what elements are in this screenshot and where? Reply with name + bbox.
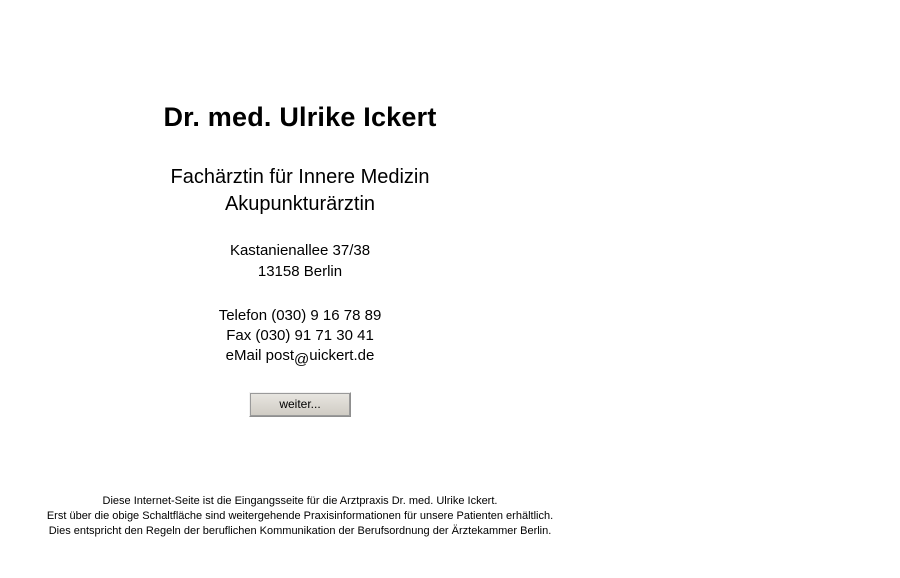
practice-card	[0, 0, 600, 417]
specialty-block	[0, 164, 600, 218]
address-city: 13158 Berlin	[257, 263, 343, 280]
email-line	[0, 346, 600, 366]
fax-line: Fax (030) 91 71 30 41	[226, 327, 374, 344]
footer-note	[0, 494, 600, 539]
email-suffix: uickert.de	[309, 347, 375, 364]
page-title: Dr. med. Ulrike Ickert	[163, 102, 437, 132]
address-block	[0, 240, 600, 282]
footer-line-2: Erst über die obige Schaltfläche sind weitergehende Praxisinformationen für unsere Patienten erhältlich.	[46, 510, 554, 522]
email-text	[226, 346, 375, 366]
contact-block	[0, 306, 600, 366]
button-container	[0, 392, 600, 417]
footer-line-3: Dies entspricht den Regeln der beruflichen Kommunikation der Berufsordnung der Ärztekammer Berlin.	[48, 525, 552, 537]
weiter-button[interactable]: weiter...	[249, 392, 351, 417]
specialty-line-1: Fachärztin für Innere Medizin	[170, 166, 430, 188]
phone-line: Telefon (030) 9 16 78 89	[218, 307, 382, 324]
email-prefix: eMail post	[225, 347, 295, 364]
footer-line-1: Diese Internet-Seite ist die Eingangsseite für die Arztpraxis Dr. med. Ulrike Ickert.	[102, 495, 498, 507]
specialty-line-2: Akupunkturärztin	[224, 193, 376, 215]
at-sign-icon: @	[294, 351, 310, 368]
address-street: Kastanienallee 37/38	[229, 242, 371, 259]
